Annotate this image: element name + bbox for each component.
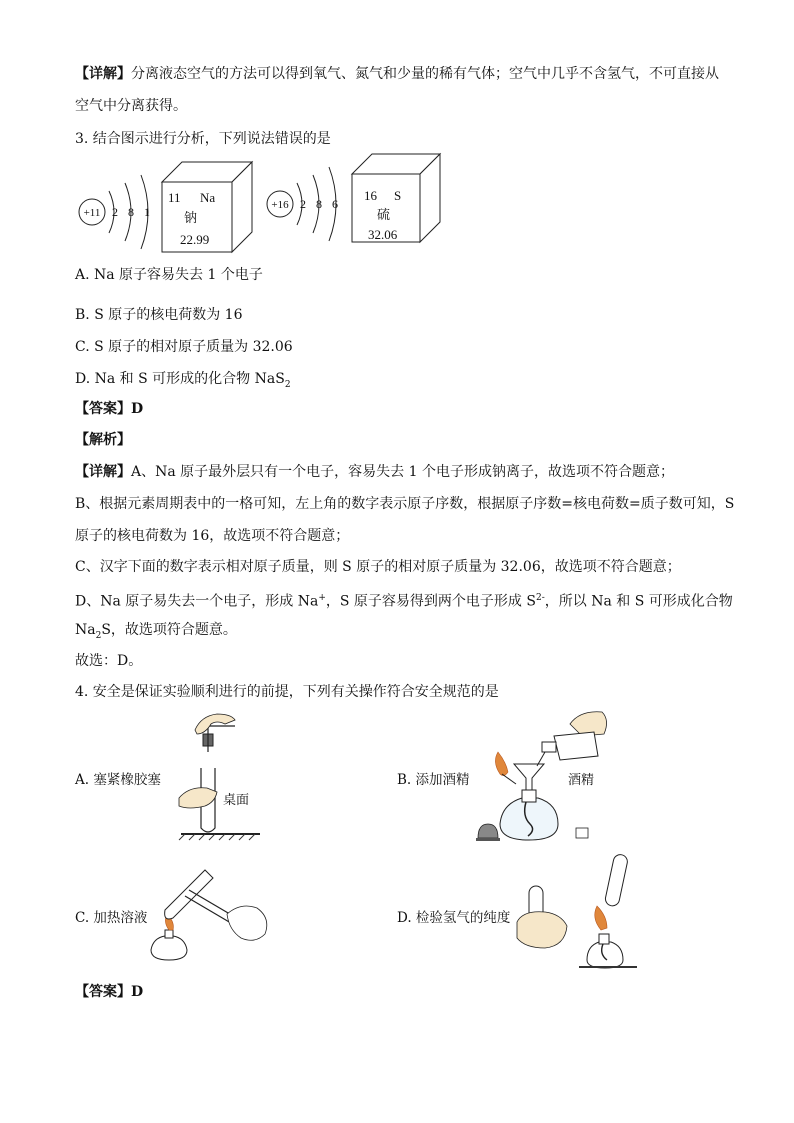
na-atomic-mass: 22.99 [180,232,210,247]
q3-analysis-heading: 【解析】 [75,432,131,448]
s-shell-3: 6 [332,197,338,211]
q3-detail-d-2 [75,620,237,646]
na-atom-structure-diagram [75,163,165,263]
q3-option-d-subscript: 2 [284,379,291,390]
na-element-cell [160,160,260,255]
q4-option-b-label: B. 添加酒精 [397,772,470,788]
s-symbol: S [394,188,402,203]
q4-option-d-label: D. 检验氢气的纯度 [397,910,511,926]
na-ion-charge: + [318,593,326,603]
s-atomic-number: 16 [364,188,377,203]
q3-detail-a [75,462,674,482]
q3-detail-d-text-a: D、Na 原子易失去一个电子，形成 Na [75,593,319,610]
q3-detail-c: C、汉字下面的数字表示相对原子质量，则 S 原子的相对原子质量为 32.06，故选项不符合题意； [75,559,681,575]
q2-detail-text-1: 分离液态空气的方法可以得到氧气、氮气和少量的稀有气体；空气中几乎不含氢气，不可直接从 [131,66,719,82]
na-shell-3: 1 [144,205,150,219]
na-shell-2: 8 [128,205,134,219]
alcohol-label: 酒精 [568,772,595,787]
q3-detail-b-1: B、根据元素周期表中的一格可知，左上角的数字表示原子序数，根据原子序数=核电荷数=质子数可知，S [75,496,735,512]
q4-option-a-label: A. 塞紧橡胶塞 [75,772,161,788]
q3-answer: 【答案】D [75,401,144,417]
q2-detail-line-1 [75,64,719,84]
q3-option-d [75,369,291,395]
na2s-subscript: 2 [95,630,102,641]
q4-option-c-illustration [145,860,275,970]
q3-choice: 故选：D。 [75,653,143,669]
q4-answer: 【答案】D [75,984,144,1000]
q4-stem: 4. 安全是保证实验顺利进行的前提，下列有关操作符合安全规范的是 [75,684,499,700]
q2-detail-tag: 【详解】 [75,66,131,82]
q3-option-b: B. S 原子的核电荷数为 16 [75,307,243,323]
s-atomic-mass: 32.06 [368,227,398,242]
q3-stem: 3. 结合图示进行分析，下列说法错误的是 [75,131,331,147]
q3-option-a: A. Na 原子容易失去 1 个电子 [75,267,263,283]
na-atomic-number: 11 [168,190,181,205]
s-name: 硫 [377,207,391,222]
s-shell-1: 2 [300,197,306,211]
na-symbol: Na [200,190,216,205]
q3-detail-d2-text-b: S，故选项符合题意。 [101,622,237,638]
q3-option-c: C. S 原子的相对原子质量为 32.06 [75,339,293,355]
q3-detail-d-text-b: ，S 原子容易得到两个电子形成 S [325,593,536,610]
table-surface-label: 桌面 [223,792,250,807]
s-element-cell [350,152,450,247]
q4-option-a-illustration [165,712,270,842]
q2-detail-line-2: 空气中分离获得。 [75,98,187,114]
q3-detail-b-2: 原子的核电荷数为 16，故选项不符合题意； [75,528,350,544]
q3-detail-d-1 [75,588,733,612]
s-shell-2: 8 [316,197,322,211]
q4-option-c-label: C. 加热溶液 [75,910,148,926]
s-atom-structure-diagram [264,155,354,255]
q4-option-d-illustration [515,852,640,972]
na-name: 钠 [184,210,198,225]
q4-option-b-illustration [470,706,620,846]
q3-detail-d2-text-a: Na [75,622,96,638]
q3-detail-d-text-c: ，所以 Na 和 S 可形成化合物 [544,593,733,610]
q3-option-d-text: D. Na 和 S 可形成的化合物 NaS [75,371,285,387]
s-nucleus-charge: +16 [271,199,289,211]
na-shell-1: 2 [112,205,118,219]
s-ion-charge: 2- [535,593,545,603]
q3-detail-a-text: A、Na 原子最外层只有一个电子，容易失去 1 个电子形成钠离子，故选项不符合题意； [131,464,674,480]
q3-detail-tag: 【详解】 [75,464,131,480]
na-nucleus-charge: +11 [83,207,101,219]
